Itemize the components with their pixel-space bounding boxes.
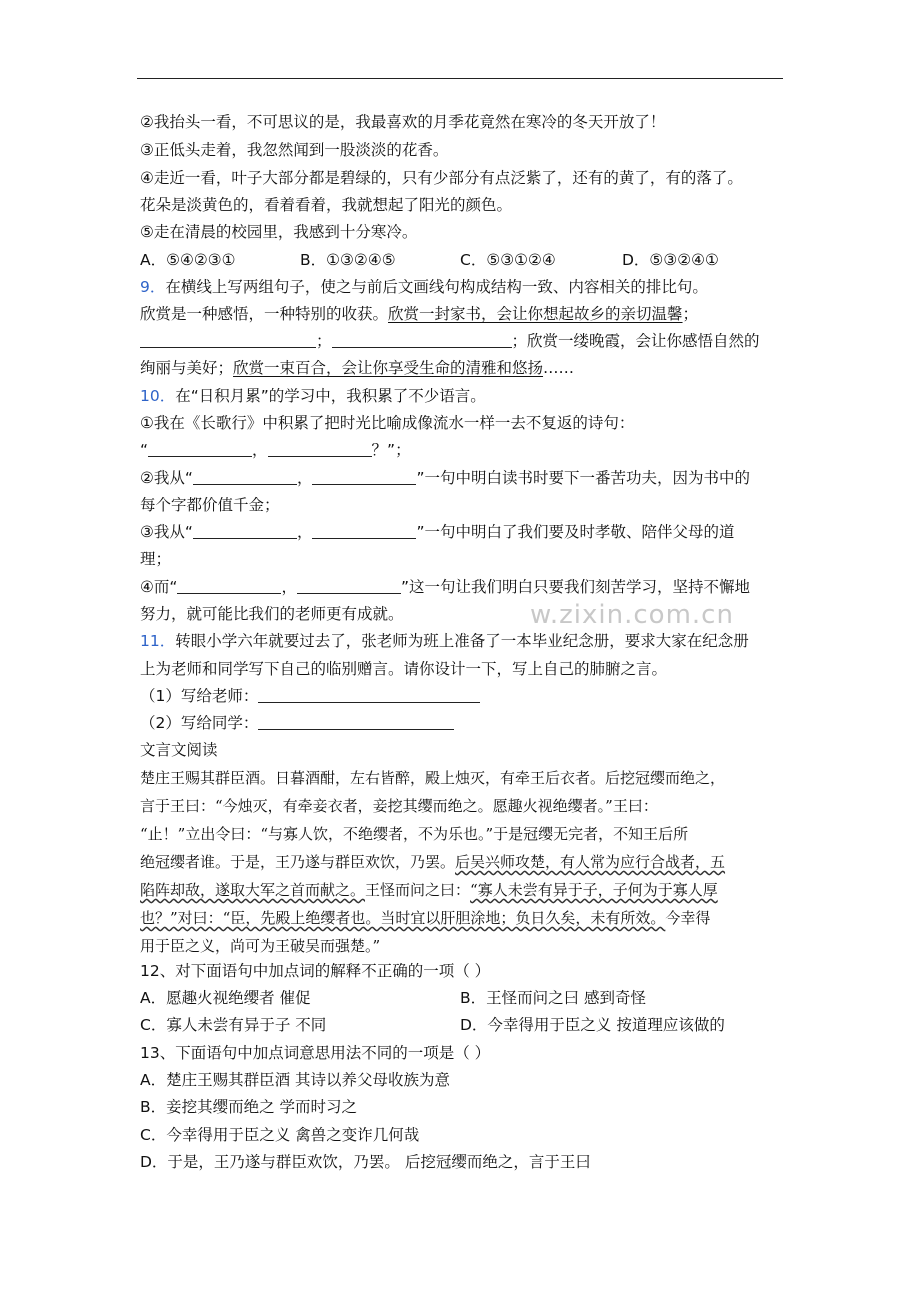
q9-answer-blank-2[interactable] (332, 331, 512, 348)
q8-option-a: A．⑤④②③① (140, 251, 236, 269)
q10-item-4: ④而“ ， ”这一句让我们明白只要我们刻苦学习，坚持不懈地 (140, 578, 750, 596)
q13-option-a: A．楚庄王赐其群臣酒 其诗以养父母收族为意 (140, 1071, 451, 1089)
q13-option-c: C．今幸得用于臣之义 禽兽之变诈几何哉 (140, 1126, 420, 1144)
q10-blank-1a[interactable] (148, 440, 252, 457)
q9-line-2: ； ；欣赏一缕晚霞，会让你感悟自然的 (140, 331, 760, 351)
q10-blank-2b[interactable] (312, 468, 416, 485)
q8-sentence-5: ⑤走在清晨的校园里，我感到十分寒冷。 (140, 223, 418, 241)
q10-blank-1b[interactable] (268, 440, 372, 457)
q9-number: 9． (140, 278, 166, 296)
q10-blank-4b[interactable] (297, 577, 401, 594)
q13-prompt: 13、下面语句中加点词意思用法不同的一项是（ ） (140, 1044, 491, 1062)
q10-item-2: ②我从“ ， ”一句中明白读书时要下一番苦功夫，因为书中的 (140, 469, 750, 487)
q11-number: 11． (140, 632, 176, 650)
q10-prompt: 10．在“日积月累”的学习中，我积累了不少语言。 (140, 387, 486, 405)
reading-wavy-underline-1: 后吴兴师攻楚，有人常为应行合战者，五 (455, 853, 726, 871)
q11-classmate-line: （2）写给同学： (140, 713, 454, 733)
q12-option-c: C．寡人未尝有异于子 不同 (140, 1016, 327, 1034)
reading-line-5: 陷阵却敌，遂取大军之首而献之。王怪而问之曰：“寡人未尝有异于子，子何为于寡人厚 (140, 881, 718, 899)
reading-line-6: 也？”对曰：“臣，先殿上绝缨者也。当时宜以肝胆涂地；负日久矣，未有所效。今幸得 (140, 909, 711, 927)
q9-line-1: 欣赏是一种感悟，一种特别的收获。欣赏一封家书，会让你想起故乡的亲切温馨； (140, 305, 699, 323)
q10-item-1: ①我在《长歌行》中积累了把时光比喻成像流水一样一去不复返的诗句： (140, 414, 635, 432)
q11-teacher-blank[interactable] (258, 686, 480, 703)
q12-option-d: D．今幸得用于臣之义 按道理应该做的 (460, 1016, 725, 1034)
q10-blank-3b[interactable] (312, 522, 416, 539)
q10-item-3: ③我从“ ， ”一句中明白了我们要及时孝敬、陪伴父母的道 (140, 523, 735, 541)
q8-option-c: C．⑤③①②④ (460, 251, 556, 269)
q10-blank-2a[interactable] (193, 468, 297, 485)
q8-option-b: B．①③②④⑤ (300, 251, 396, 269)
q8-sentence-2: ②我抬头一看，不可思议的是，我最喜欢的月季花竟然在寒冷的冬天开放了！ (140, 113, 666, 131)
q12-prompt: 12、对下面语句中加点词的解释不正确的一项（ ） (140, 962, 491, 980)
q8-sentence-4-cont: 花朵是淡黄色的，看着看着，我就想起了阳光的颜色。 (140, 196, 513, 214)
q9-line-3: 绚丽与美好；欣赏一束百合，会让你享受生命的清雅和悠扬…… (140, 359, 575, 377)
q11-prompt: 11．转眼小学六年就要过去了，张老师为班上准备了一本毕业纪念册，要求大家在纪念册 (140, 632, 749, 650)
q9-underlined-sentence-1: 欣赏一封家书，会让你想起故乡的亲切温馨 (388, 305, 683, 323)
q8-sentence-4: ④走近一看，叶子大部分都是碧绿的，只有少部分有点泛紫了，还有的黄了，有的落了。 (140, 169, 743, 187)
reading-line-4: 绝冠缨者谁。于是，王乃遂与群臣欢饮，乃罢。后吴兴师攻楚，有人常为应行合战者，五 (140, 853, 726, 871)
reading-wavy-underline-2: “寡人未尝有异于子，子何为于寡人厚 (470, 881, 718, 899)
q12-option-a: A．愿趣火视绝缨者 催促 (140, 989, 311, 1007)
q13-option-d: D．于是，王乃遂与群臣欢饮，乃罢。 后挖冠缨而绝之，言于王曰 (140, 1153, 591, 1171)
q10-blank-4a[interactable] (177, 577, 281, 594)
q10-number: 10． (140, 387, 176, 405)
q10-item-2-cont: 每个字都价值千金； (140, 496, 280, 514)
header-rule (137, 78, 783, 79)
q10-item-1-blanks: “ ， ？”； (140, 441, 411, 459)
q8-option-d: D．⑤③②④① (622, 251, 719, 269)
q11-classmate-blank[interactable] (258, 713, 454, 730)
q8-sentence-3: ③正低头走着，我忽然闻到一股淡淡的花香。 (140, 141, 449, 159)
q10-item-3-cont: 理； (140, 550, 172, 568)
q9-prompt: 9．在横线上写两组句子，使之与前后文画线句构成结构一致、内容相关的排比句。 (140, 278, 708, 296)
reading-line-2: 言于王曰：“今烛灭，有牵妾衣者，妾挖其缨而绝之。愿趣火视绝缨者。”王曰： (140, 797, 658, 815)
reading-title: 文言文阅读 (140, 741, 218, 759)
q12-option-b: B．王怪而问之曰 感到奇怪 (460, 989, 647, 1007)
reading-line-3: “止！”立出令曰：“与寡人饮，不绝缨者，不为乐也。”于是冠缨无完者，不知王后所 (140, 825, 689, 843)
q13-option-b: B．妾挖其缨而绝之 学而时习之 (140, 1098, 358, 1116)
q9-underlined-sentence-2: 欣赏一束百合，会让你享受生命的清雅和悠扬 (233, 359, 544, 377)
q9-answer-blank-1[interactable] (140, 331, 316, 348)
reading-wavy-underline-3: 臣，先殿上绝缨者也。当时宜以肝胆涂地；负日久矣，未有所效。 (230, 909, 666, 927)
reading-line-7: 用于臣之义，尚可为王破吴而强楚。” (140, 937, 381, 955)
q11-teacher-line: （1）写给老师： (140, 686, 480, 706)
watermark: w.zixin.com.cn (530, 600, 734, 630)
q10-item-4-cont: 努力，就可能比我们的老师更有成就。 (140, 605, 404, 623)
reading-line-1: 楚庄王赐其群臣酒。日暮酒酣，左右皆醉，殿上烛灭，有牵王后衣者。后挖冠缨而绝之， (140, 769, 726, 787)
q11-prompt-cont: 上为老师和同学写下自己的临别赠言。请你设计一下，写上自己的肺腑之言。 (140, 660, 668, 678)
q10-blank-3a[interactable] (193, 522, 297, 539)
